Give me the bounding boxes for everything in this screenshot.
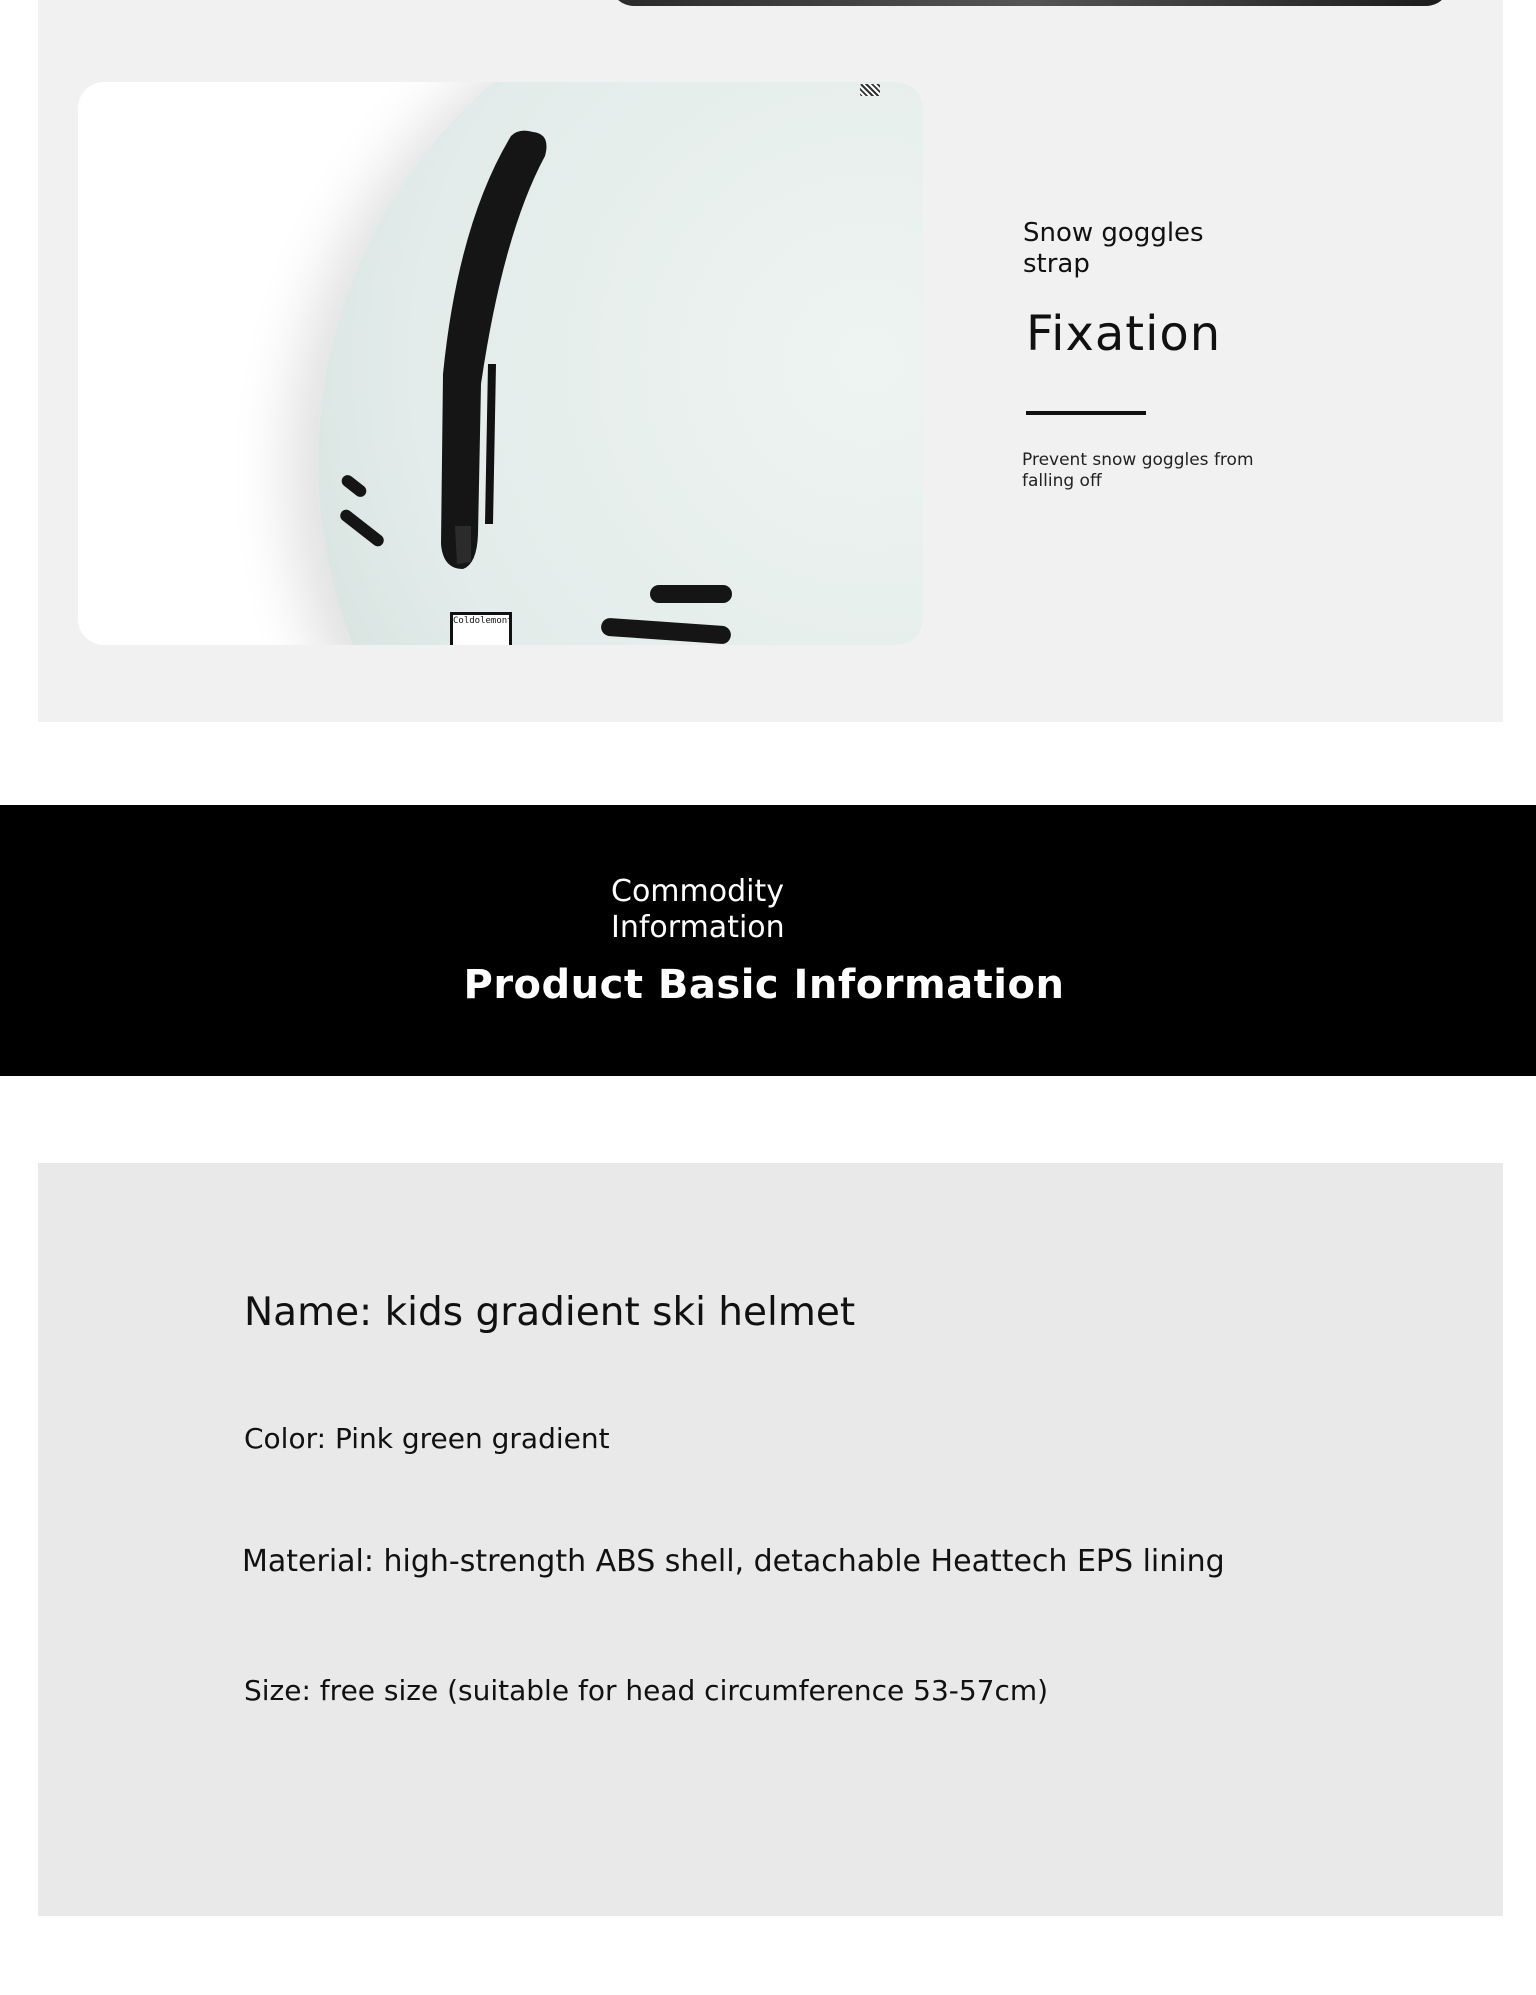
feature-description: Prevent snow goggles from falling off	[1022, 450, 1254, 491]
product-size: Size: free size (suitable for head circumference 53-57cm)	[244, 1674, 1049, 1707]
previous-image-edge	[610, 0, 1450, 6]
feature-title: Fixation	[1026, 306, 1222, 362]
banner-subtitle-text: Commodity Information	[611, 874, 785, 945]
helmet-vent	[650, 585, 732, 603]
banner-subtitle	[611, 874, 801, 946]
helmet-strap-image	[78, 82, 923, 645]
helmet-shell	[318, 82, 923, 645]
feature-subtitle: Snow goggles strap	[1023, 218, 1204, 279]
goggle-strap-holder	[433, 124, 553, 594]
product-name: Name: kids gradient ski helmet	[244, 1290, 856, 1335]
product-color: Color: Pink green gradient	[244, 1422, 610, 1455]
product-info-panel	[38, 1163, 1503, 1916]
helmet-brand-tag: Coldolemont	[450, 612, 512, 645]
product-material: Material: high-strength ABS shell, detachable Heattech EPS lining	[242, 1544, 1225, 1579]
banner-title: Product Basic Information	[463, 962, 1065, 1008]
helmet-pattern-detail	[860, 84, 880, 96]
title-divider	[1026, 411, 1146, 415]
